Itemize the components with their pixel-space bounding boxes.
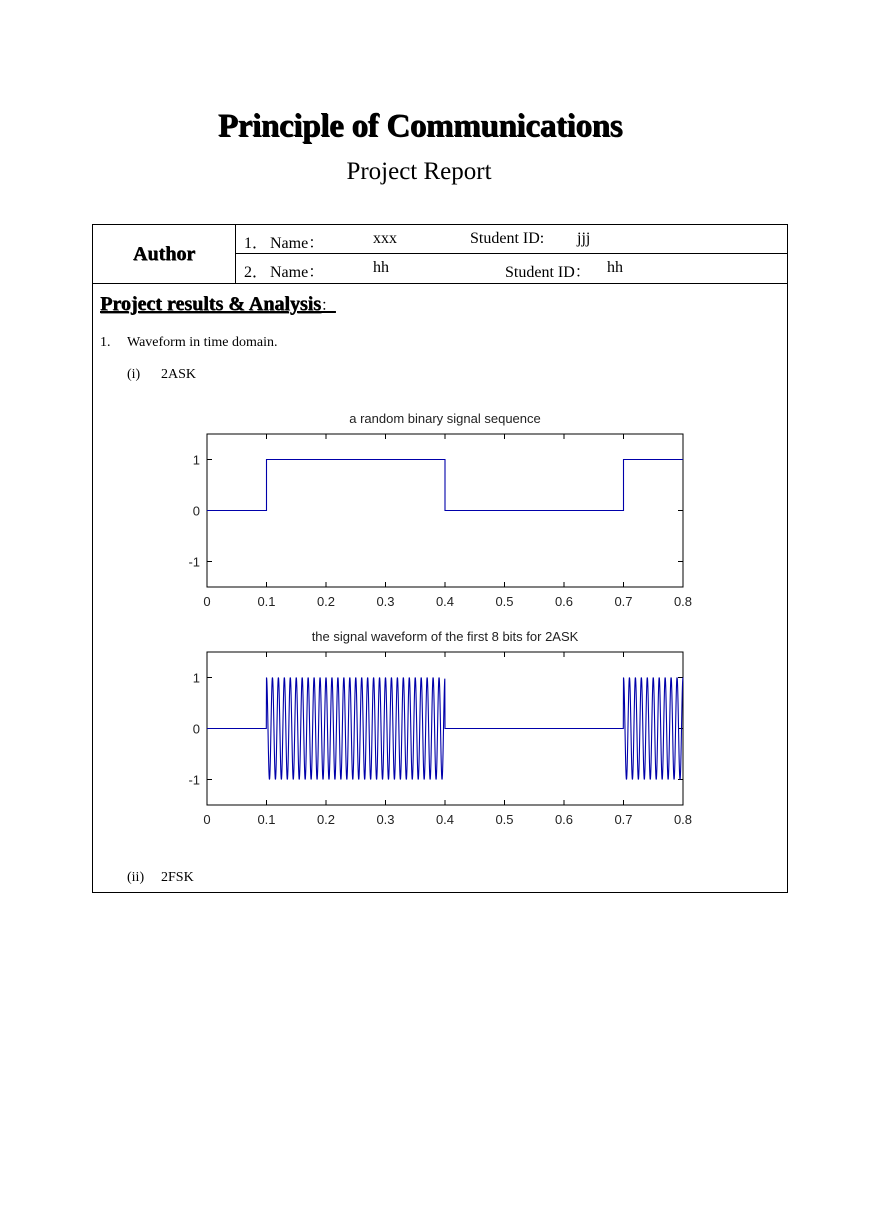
name-label: Name： bbox=[270, 235, 325, 252]
x-tick-label: 0.6 bbox=[554, 594, 574, 609]
section-heading-colon: ： bbox=[320, 298, 336, 314]
x-tick-label: 0.7 bbox=[614, 594, 633, 609]
y-tick-label: 1 bbox=[192, 670, 200, 686]
x-tick-label: 0.3 bbox=[376, 594, 395, 609]
author-row-1 bbox=[236, 225, 787, 254]
list-number: 1. bbox=[100, 335, 111, 350]
report-frame bbox=[92, 224, 788, 893]
y-tick-label: 0 bbox=[192, 721, 200, 737]
sublist-item-text: 2ASK bbox=[161, 367, 197, 382]
x-tick-label: 0 bbox=[203, 812, 211, 827]
author-name: hh bbox=[373, 259, 389, 276]
chart-binary-sequence bbox=[163, 403, 723, 611]
y-tick-label: 0 bbox=[192, 503, 200, 519]
x-tick-label: 0.2 bbox=[316, 812, 336, 827]
signal-series-line bbox=[207, 460, 683, 511]
chart-title: a random binary signal sequence bbox=[349, 411, 541, 426]
student-id-value: jjj bbox=[577, 230, 591, 247]
x-tick-label: 0.5 bbox=[495, 594, 514, 609]
x-tick-label: 0.8 bbox=[673, 594, 693, 609]
chart-title: the signal waveform of the first 8 bits for 2ASK bbox=[311, 629, 579, 644]
author-name: xxx bbox=[373, 230, 397, 247]
x-tick-label: 0.8 bbox=[673, 812, 693, 827]
x-tick-label: 0.4 bbox=[435, 594, 455, 609]
sublist-number: (ii) bbox=[127, 870, 145, 885]
document-title: Principle of Communications bbox=[217, 108, 623, 144]
y-tick-label: 1 bbox=[192, 452, 200, 468]
section-heading bbox=[100, 293, 336, 316]
name-label: Name： bbox=[270, 264, 325, 281]
chart-2ask-waveform bbox=[163, 621, 723, 833]
x-tick-label: 0 bbox=[203, 594, 211, 609]
document-subtitle: Project Report bbox=[346, 158, 492, 185]
x-tick-label: 0.3 bbox=[376, 812, 395, 827]
x-tick-label: 0.7 bbox=[614, 812, 633, 827]
author-index: 2． bbox=[244, 264, 269, 281]
x-tick-label: 0.5 bbox=[495, 812, 514, 827]
x-tick-label: 0.1 bbox=[257, 812, 276, 827]
sublist-item-text: 2FSK bbox=[161, 870, 194, 885]
author-row-2 bbox=[236, 254, 787, 284]
student-id-label: Student ID: bbox=[470, 230, 545, 247]
y-tick-label: -1 bbox=[188, 554, 200, 570]
list-item-text: Waveform in time domain. bbox=[127, 335, 278, 350]
y-tick-label: -1 bbox=[188, 772, 200, 788]
student-id-value: hh bbox=[607, 259, 623, 276]
section-heading-text: Project results & Analysis bbox=[100, 293, 321, 315]
author-label: Author bbox=[93, 225, 236, 284]
signal-series-line bbox=[207, 678, 683, 780]
author-index: 1． bbox=[244, 235, 269, 252]
x-tick-label: 0.4 bbox=[435, 812, 455, 827]
student-id-label: Student ID： bbox=[505, 264, 591, 281]
sublist-number: (i) bbox=[127, 367, 141, 382]
x-tick-label: 0.1 bbox=[257, 594, 276, 609]
x-tick-label: 0.6 bbox=[554, 812, 574, 827]
x-tick-label: 0.2 bbox=[316, 594, 336, 609]
